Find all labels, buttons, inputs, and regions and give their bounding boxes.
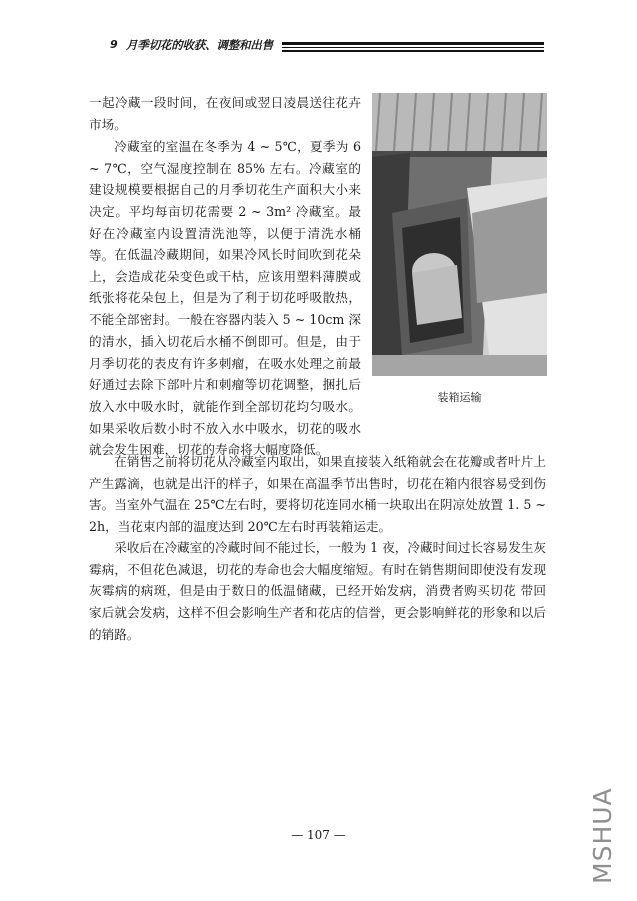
header-rule-thick: [282, 42, 544, 45]
figure-caption: 装箱运输: [437, 391, 482, 404]
header-rule-medium: [282, 50, 544, 52]
chapter-number: 9: [110, 38, 118, 51]
paragraph-2: 冷藏室的室温在冬季为 4 ~ 5℃，夏季为 6 ~ 7℃，空气湿度控制在 85% 左右。冷藏室的建设规模要根据自己的月季切花生产面积大小来决定。平均每亩切花需要 2 ~ 3m² 冷藏室。最好在冷藏室内设置清洗池等，以便于清洗水桶等。: [89, 139, 361, 263]
packing-transport-photo: [372, 93, 547, 376]
watermark: MSHUA: [588, 787, 617, 884]
page-number: — 107 —: [291, 828, 346, 842]
photo-illustration: [372, 93, 547, 376]
chapter-title: 月季切花的收获、调整和出售: [126, 38, 273, 52]
paragraph-5: 采收后在冷藏室的冷藏时间不能过长，一般为 1 夜，冷藏时间过长容易发生灰霉病，不但花色减退，切花的寿命也会大幅度缩短。有时在销售期间即使没有发现灰霉病的病斑，但是由于数日的低温储藏，已经开始发病，消费者购买切花 带回家后就会发病，这样不但会影响生产者和花店的信誉，更会影响鲜花的形象和以后的销路。: [89, 540, 546, 642]
running-header: [0, 32, 637, 60]
paragraph-4: 在销售之前将切花从冷藏室内取出，如果直接装入纸箱就会在花瓣或者叶片上产生露滴，也就是出汗的样子，如果在高温季节出售时，切花在箱内很容易受到伤害。当室外气温在 25℃左右时，要将切花连同水桶一块取出在阴凉处放置 1. 5 ~ 2h，当花束内部的温度达到 20℃左右时再装箱运走。: [89, 454, 546, 535]
header-rule-thin: [282, 47, 544, 48]
paragraph-3: 在低温冷藏期间，如果冷风长时间吹到花朵上，会造成花朵变色或干枯，应该用塑料薄膜或纸张将花朵包上，但是为了利于切花呼吸散热，不能全部密封。一般在容器内装入 5 ~ 10cm 深的清水，插入切花后水桶不倒即可。但是，由于月季切花的表皮有许多刺瘤，在吸水处理之前最好通过去除下部叶片和刺瘤等切花调整，捆扎后放入水中吸水时，就能作到全部切花均匀吸水。如果采收后数小时不放入水中吸水，切花的吸水就会发生困难，切花的寿命将大幅度降低。: [89, 247, 361, 458]
paragraph-1: 一起冷藏一段时间，在夜间或翌日凌晨送往花卉市场。: [89, 95, 361, 132]
